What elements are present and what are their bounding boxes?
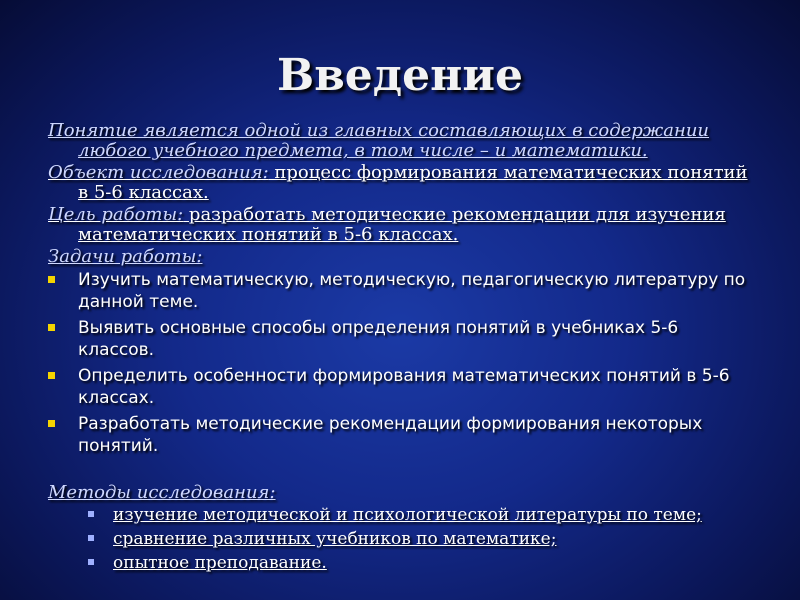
intro-paragraph: Понятие является одной из главных составляющих в содержании любого учебного предмета, в том числе – и математики. (48, 120, 710, 161)
square-bullet-icon (88, 511, 94, 517)
task-text: Разработать методические рекомендации формирования некоторых понятий. (78, 414, 703, 456)
method-item (88, 553, 753, 573)
tasks-label: Задачи работы: (48, 246, 203, 267)
square-bullet-icon (48, 420, 55, 427)
tasks-list (48, 269, 753, 457)
section-spacer (48, 461, 753, 483)
square-bullet-icon (88, 535, 94, 541)
goal-paragraph (48, 205, 753, 245)
method-item (88, 505, 753, 525)
square-bullet-icon (48, 276, 55, 283)
goal-text: разработать методические рекомендации для изучения математических понятий в 5-6 классах. (78, 204, 726, 245)
method-text: сравнение различных учебников по математике; (113, 529, 557, 549)
methods-list (48, 505, 753, 573)
task-text: Изучить математическую, методическую, педагогическую литературу по данной теме. (78, 270, 746, 312)
object-text: процесс формирования математических понятий в 5-6 классах. (78, 162, 748, 203)
task-item (48, 269, 753, 313)
task-item (48, 365, 753, 409)
square-bullet-icon (88, 559, 94, 565)
object-label: Объект исследования: (48, 162, 269, 183)
square-bullet-icon (48, 372, 55, 379)
square-bullet-icon (48, 324, 55, 331)
methods-label: Методы исследования: (48, 482, 276, 503)
slide-content (48, 121, 753, 577)
method-item (88, 529, 753, 549)
method-text: изучение методической и психологической литературы по теме; (113, 505, 702, 525)
object-paragraph (48, 163, 753, 203)
slide-title: Введение (277, 50, 523, 101)
method-text: опытное преподавание. (113, 553, 327, 573)
task-text: Определить особенности формирования математических понятий в 5-6 классах. (78, 366, 730, 408)
task-item (48, 317, 753, 361)
goal-label: Цель работы: (48, 204, 184, 225)
task-item (48, 413, 753, 457)
task-text: Выявить основные способы определения понятий в учебниках 5-6 классов. (78, 318, 679, 360)
